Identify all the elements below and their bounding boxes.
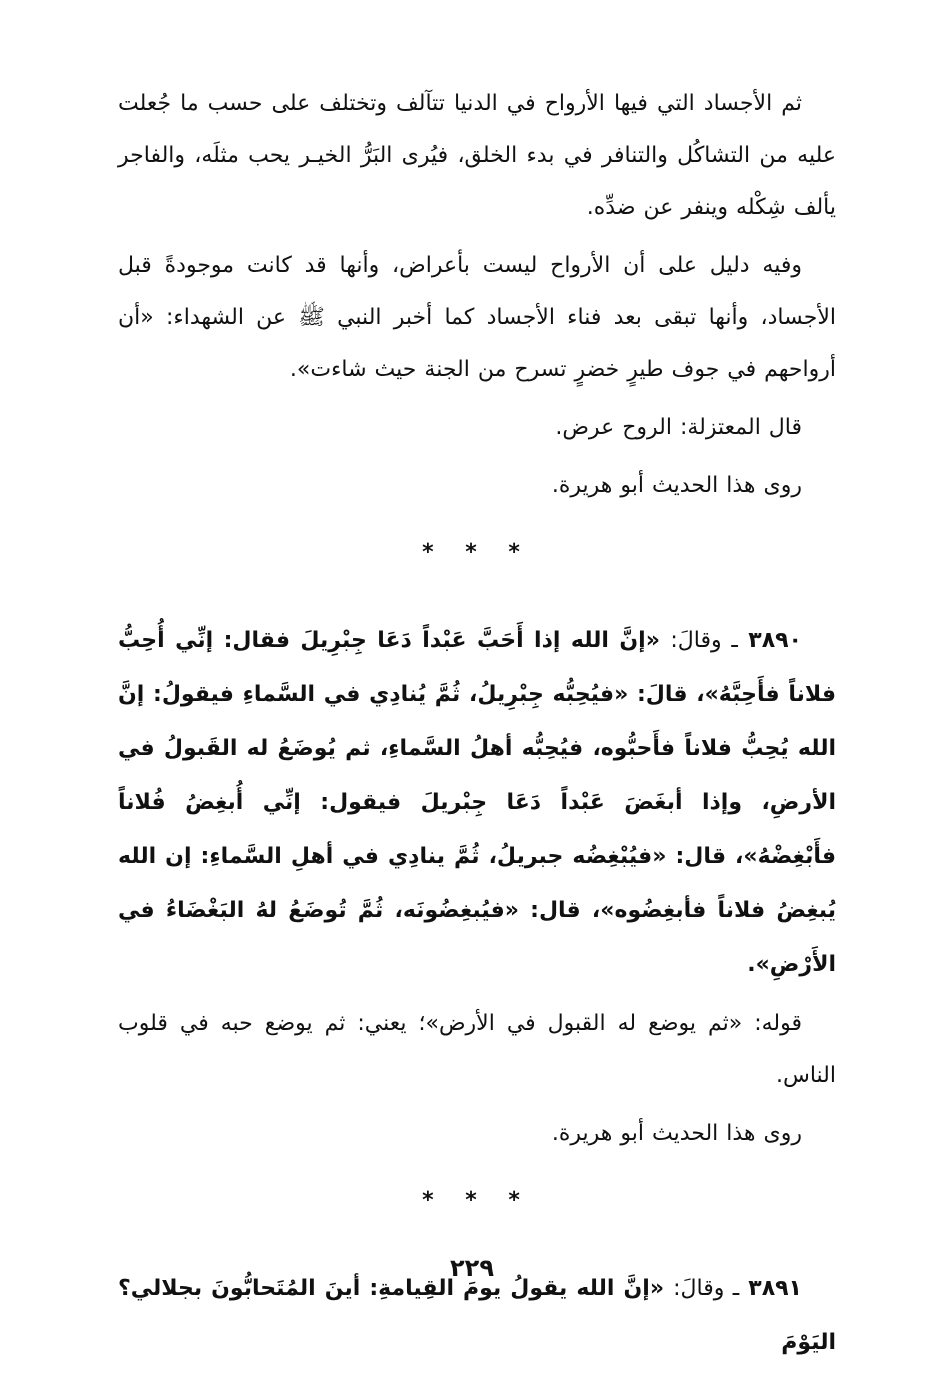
paragraph-narrator-1: روى هذا الحديث أبو هريرة. <box>551 473 802 498</box>
paragraph-narrator-2: روى هذا الحديث أبو هريرة. <box>551 1121 802 1146</box>
hadith-text: «إنَّ الله إذا أَحَبَّ عَبْداً دَعَا جِبْرِيلَ فقال: إنِّي أُحِبُّ فلاناً فأَحِبَّهُ»، قالَ: «فيُحِبُّه جِبْرِيلُ، ثُمَّ يُنادِي في السَّماءِ فيقولُ: إنَّ الله يُحِبُّ فلاناً فأَحبُّوه، فيُحِبُّه أهلُ السَّماءِ، ثم يُوضَعُ له القَبولُ في الأرضِ، وإذا أبغَضَ عَبْداً دَعَا جِبْريلَ فيقول: إنِّي أُبغِضُ فُلاناً فأَبْغِضْهُ»، قال: «فيُبْغِضُه جبريلُ، ثُمَّ ينادِي في أهلِ السَّماءِ: إن الله يُبغِضُ فلاناً فأبغِضُوه»، قال: «فيُبغِضُونَه، ثُمَّ تُوضَعُ لهُ البَغْضَاءُ في الأَرْضِ». <box>118 628 836 977</box>
hadith-commentary: قوله: «ثم يوضع له القبول في الأرض»؛ يعني: ثم يوضع حبه في قلوب الناس. <box>118 1011 836 1088</box>
paragraph-mutazila-view: قال المعتزلة: الروح عرض. <box>555 415 802 440</box>
paragraph-bodies-harmony: ثم الأجساد التي فيها الأرواح في الدنيا تتآلف وتختلف على حسب ما جُعلت عليه من التشاكُل والتنافر في بدء الخلق، فيُرى البَرُّ الخيـر يحب مثلَه، والفاجر يألف شِكْله وينفر عن ضدِّه. <box>118 91 836 220</box>
page-body <box>118 78 836 1370</box>
section-separator: * * * <box>422 540 532 565</box>
hadith-number-2: ٣٨٩١ <box>748 1276 802 1301</box>
page-number: ٢٢٩ <box>450 1254 494 1282</box>
hadith-number: ٣٨٩٠ <box>748 628 802 653</box>
hadith-intro-2: ـ وقالَ: <box>673 1276 740 1301</box>
hadith-text-2: «إنَّ الله يقولُ يومَ القِيامةِ: أينَ المُتَحابُّونَ بجلالي؟ اليَوْمَ <box>118 1276 836 1355</box>
paragraph-souls-evidence: وفيه دليل على أن الأرواح ليست بأعراض، وأنها قد كانت موجودةً قبل الأجساد، وأنها تبقى بعد فناء الأجساد كما أخبر النبي ﷺ عن الشهداء: «أن أرواحهم في جوف طيرٍ خضرٍ تسرح من الجنة حيث شاءت». <box>118 253 836 382</box>
hadith-intro: ـ وقالَ: <box>670 628 738 653</box>
section-separator-2: * * * <box>422 1188 532 1213</box>
hadith-3890 <box>118 614 836 992</box>
